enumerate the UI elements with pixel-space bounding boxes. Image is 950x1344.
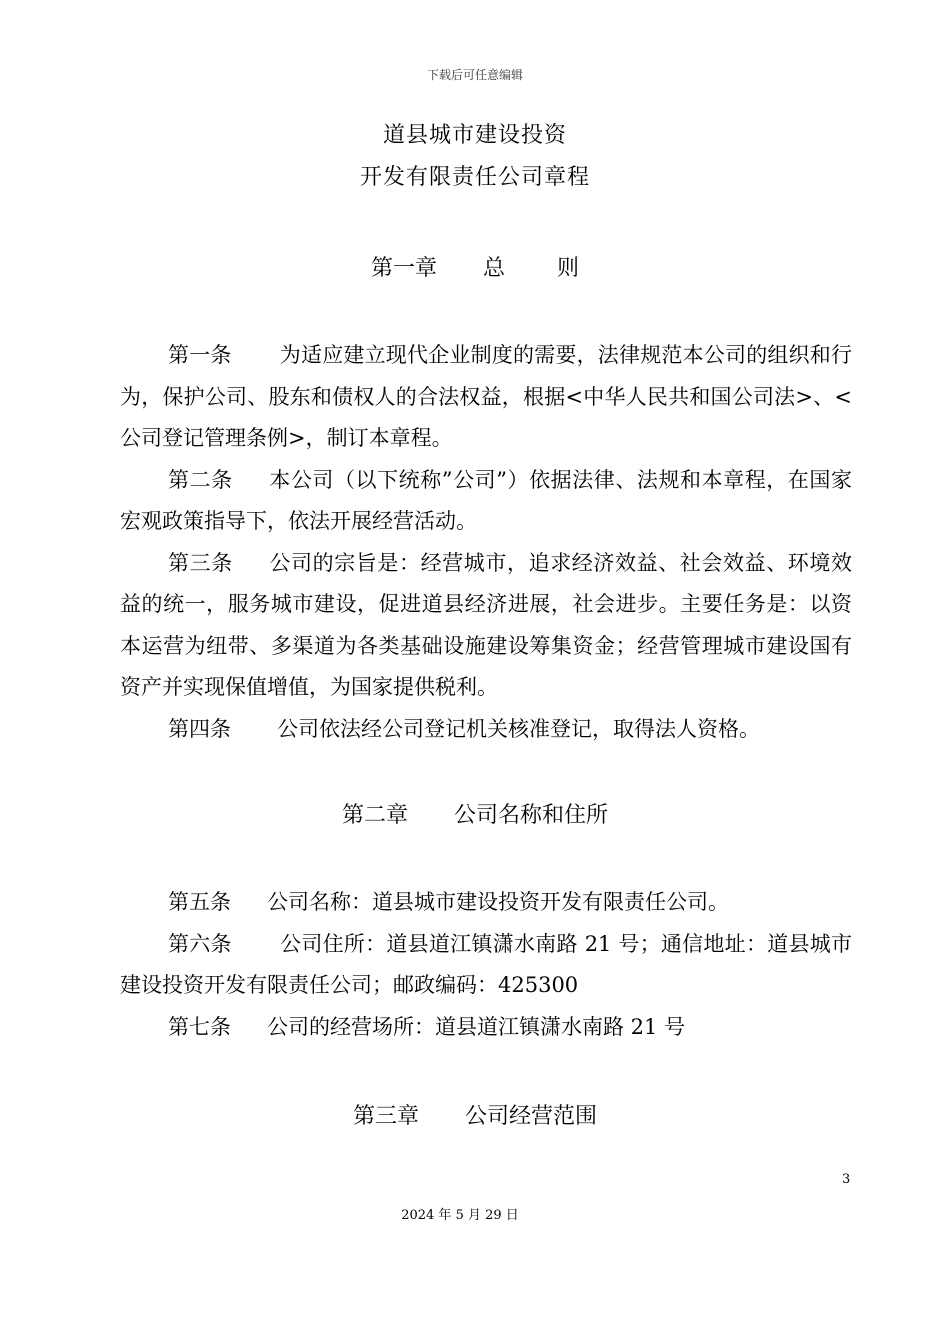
page-number: 3 [842,1172,851,1187]
article-5-text: 公司名称：道县城市建设投资开发有限责任公司。 [267,890,729,914]
article-7 [120,1007,852,1049]
article-4-text: 公司依法经公司登记机关核准登记，取得法人资格。 [277,716,760,741]
chapter-3-heading [0,1099,950,1130]
article-1-number: 第一条 [168,343,232,367]
chapter-1-name-a: 总 [482,256,505,281]
chapter-3-number: 第三章 [352,1104,419,1129]
article-7-text: 公司的经营场所：道县道江镇潇水南路 21 号 [267,1014,686,1039]
chapter-1-heading [0,251,950,282]
chapter-1-number: 第一章 [370,256,437,281]
article-6-text: 公司住所：道县道江镇潇水南路 21 号；通信地址：道县城市建设投资开发有限责任公司；邮政编码：425300 [120,931,852,997]
article-1-text: 为适应建立现代企业制度的需要，法律规范本公司的组织和行为，保护公司、股东和债权人的合法权益，根据<中华人民共和国公司法>、<公司登记管理条例>，制订本章程。 [120,343,853,450]
footer-date: 2024 年 5 月 29 日 [401,1208,519,1223]
chapter-2-name: 公司名称和住所 [454,803,609,828]
article-3 [120,543,852,709]
article-5-number: 第五条 [168,890,231,914]
chapter-2-number: 第二章 [341,803,408,828]
article-1 [120,335,852,460]
chapter-1-name-b: 则 [557,256,580,281]
header-note: 下载后可任意编辑 [426,68,523,82]
article-6 [120,924,852,1007]
article-5 [120,882,852,924]
article-2-number: 第二条 [168,467,233,492]
article-4 [120,709,852,751]
article-2-text: 本公司（以下统称”公司”）依据法律、法规和本章程，在国家宏观政策指导下，依法开展经营活动。 [120,467,852,533]
article-7-number: 第七条 [168,1014,231,1039]
chapter-2-heading [0,798,950,829]
chapter-3-name: 公司经营范围 [465,1104,598,1129]
article-2 [120,460,852,543]
article-3-text: 公司的宗旨是：经营城市，追求经济效益、社会效益、环境效益的统一，服务城市建设，促进道县经济进展，社会进步。主要任务是：以资本运营为纽带、多渠道为各类基础设施建设筹集资金；经营管理城市建设国有资产并实现保值增值，为国家提供税利。 [120,550,853,699]
chapter-2-body [120,882,852,1048]
article-4-number: 第四条 [168,716,231,741]
document-title-line1: 道县城市建设投资 [382,123,567,148]
chapter-1-body [120,335,852,750]
article-3-number: 第三条 [168,550,233,575]
document-title-line2: 开发有限责任公司章程 [359,165,590,190]
article-6-number: 第六条 [168,931,232,956]
